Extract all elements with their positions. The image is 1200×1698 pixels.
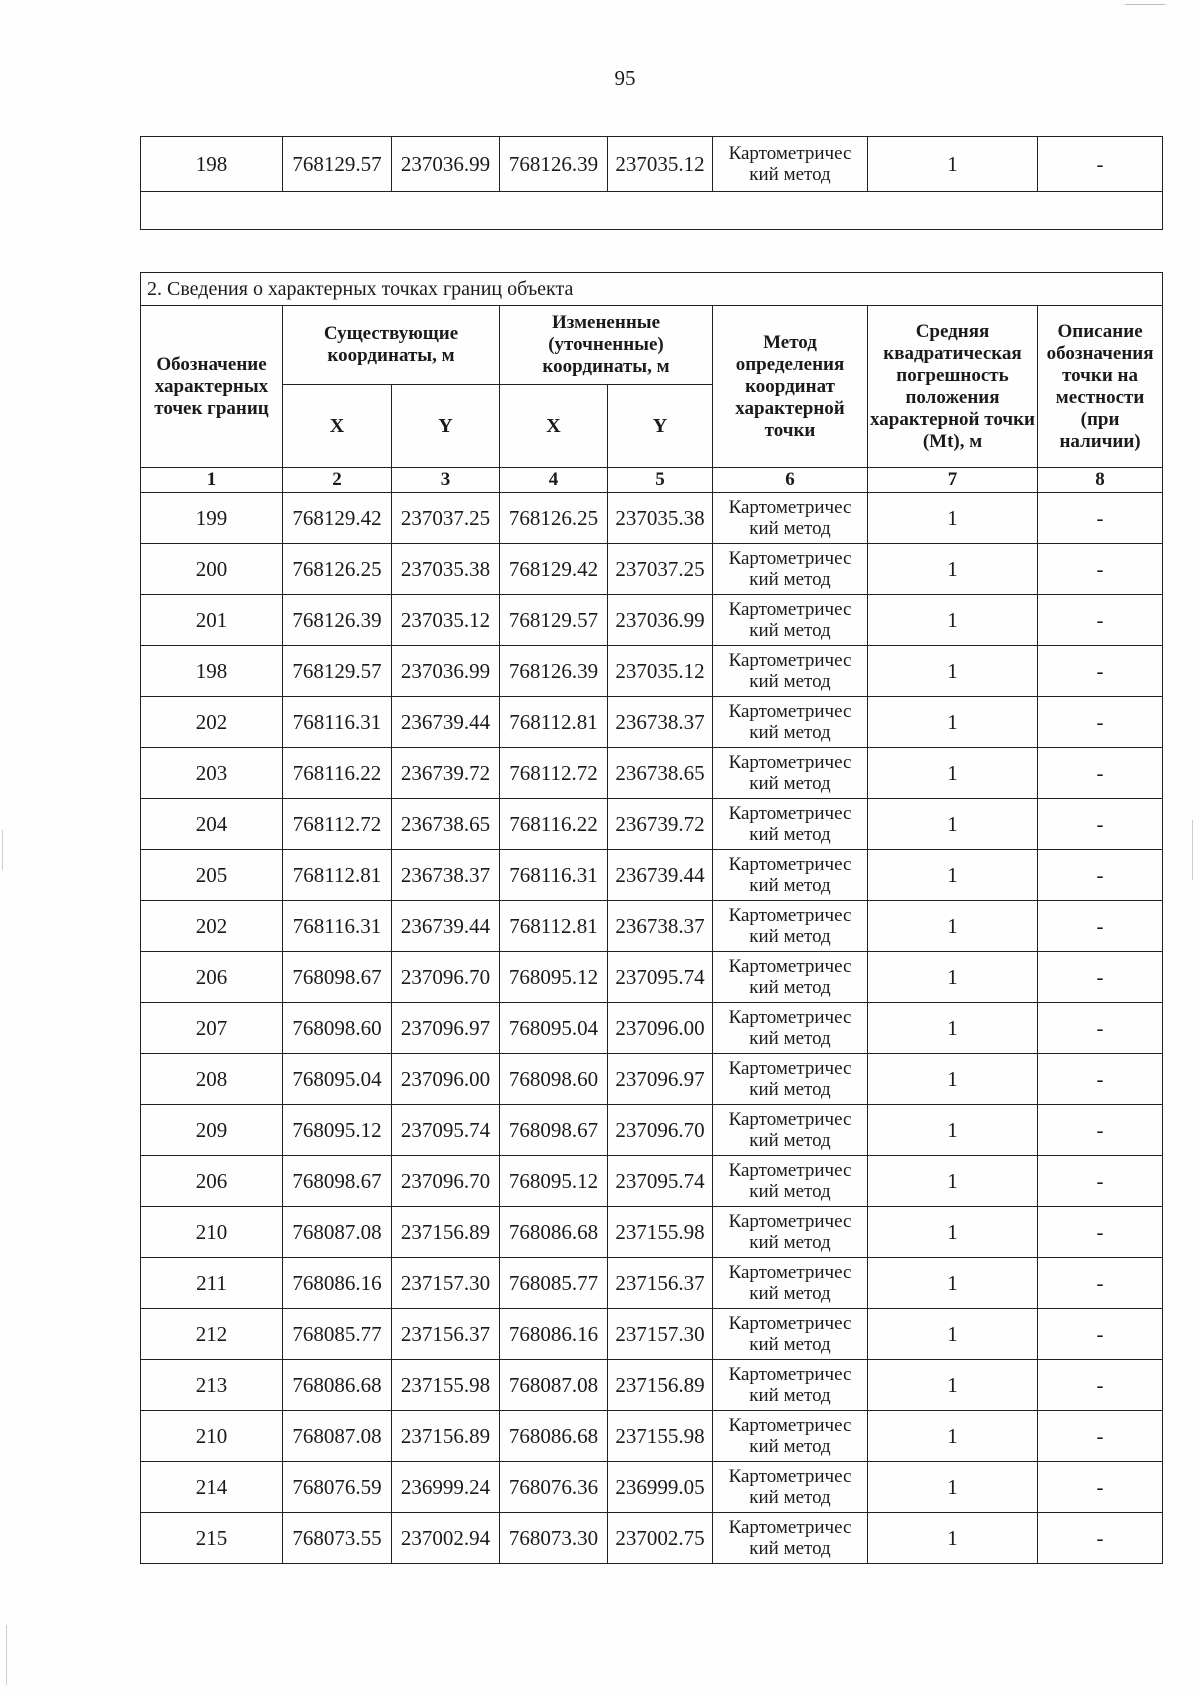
point-cell: 206	[141, 1156, 283, 1207]
y-old-cell: 237096.70	[392, 1156, 500, 1207]
method-line2: кий метод	[749, 1538, 831, 1559]
x-old-cell: 768095.12	[283, 1105, 392, 1156]
y-old-cell: 237036.99	[392, 137, 500, 192]
x-old-cell: 768087.08	[283, 1411, 392, 1462]
method-line1: Картометричес	[728, 1313, 852, 1334]
method-line2: кий метод	[749, 620, 831, 641]
description-cell: -	[1038, 493, 1163, 544]
x-new-cell: 768073.30	[500, 1513, 608, 1564]
scan-artifact	[2, 830, 3, 870]
method-line2: кий метод	[749, 569, 831, 590]
x-new-cell: 768095.12	[500, 952, 608, 1003]
column-number: 4	[500, 468, 608, 493]
method-line2: кий метод	[749, 824, 831, 845]
y-new-cell: 237035.12	[608, 137, 713, 192]
table-row	[141, 1258, 1163, 1309]
point-cell: 200	[141, 544, 283, 595]
description-cell: -	[1038, 1105, 1163, 1156]
y-old-cell: 237157.30	[392, 1258, 500, 1309]
x-old-cell: 768085.77	[283, 1309, 392, 1360]
point-cell: 204	[141, 799, 283, 850]
column-number: 8	[1038, 468, 1163, 493]
y-old-cell: 237035.38	[392, 544, 500, 595]
header-changed: Измененные (уточненные) координаты, м	[500, 306, 713, 385]
table-row	[141, 1411, 1163, 1462]
method-line1: Картометричес	[728, 1211, 852, 1232]
x-new-cell: 768112.81	[500, 901, 608, 952]
x-old-cell: 768086.16	[283, 1258, 392, 1309]
x-old-cell: 768098.67	[283, 952, 392, 1003]
method-cell	[713, 1156, 868, 1207]
x-old-cell: 768129.57	[283, 137, 392, 192]
y-new-cell: 237157.30	[608, 1309, 713, 1360]
scan-edge-line	[1125, 4, 1165, 5]
method-line1: Картометричес	[728, 1058, 852, 1079]
method-line2: кий метод	[749, 1436, 831, 1457]
y-old-cell: 236738.65	[392, 799, 500, 850]
x-new-cell: 768095.04	[500, 1003, 608, 1054]
error-cell: 1	[868, 137, 1038, 192]
method-cell	[713, 850, 868, 901]
method-line1: Картометричес	[728, 854, 852, 875]
method-line2: кий метод	[749, 1130, 831, 1151]
method-line2: кий метод	[749, 164, 831, 185]
x-old-cell: 768126.25	[283, 544, 392, 595]
table-row	[141, 697, 1163, 748]
description-cell: -	[1038, 1513, 1163, 1564]
scan-artifact	[6, 1625, 7, 1685]
table-row	[141, 544, 1163, 595]
point-cell: 199	[141, 493, 283, 544]
x-old-cell: 768126.39	[283, 595, 392, 646]
method-cell	[713, 1207, 868, 1258]
y-new-cell: 237095.74	[608, 952, 713, 1003]
column-number: 6	[713, 468, 868, 493]
y-old-cell: 237156.89	[392, 1207, 500, 1258]
error-cell: 1	[868, 493, 1038, 544]
column-number: 3	[392, 468, 500, 493]
table-row	[141, 1156, 1163, 1207]
table-row	[141, 595, 1163, 646]
table-row	[141, 952, 1163, 1003]
error-cell: 1	[868, 595, 1038, 646]
y-old-cell: 237037.25	[392, 493, 500, 544]
point-cell: 208	[141, 1054, 283, 1105]
point-cell: 211	[141, 1258, 283, 1309]
point-cell: 202	[141, 697, 283, 748]
x-old-cell: 768116.31	[283, 901, 392, 952]
x-new-cell: 768112.72	[500, 748, 608, 799]
y-old-cell: 237096.97	[392, 1003, 500, 1054]
method-cell	[713, 1054, 868, 1105]
error-cell: 1	[868, 901, 1038, 952]
method-cell	[713, 544, 868, 595]
point-cell: 215	[141, 1513, 283, 1564]
x-new-cell: 768098.60	[500, 1054, 608, 1105]
table-row	[141, 493, 1163, 544]
description-cell: -	[1038, 1462, 1163, 1513]
method-line1: Картометричес	[728, 803, 852, 824]
point-cell: 202	[141, 901, 283, 952]
y-new-cell: 237002.75	[608, 1513, 713, 1564]
x-new-cell: 768086.68	[500, 1207, 608, 1258]
y-new-cell: 236738.37	[608, 901, 713, 952]
description-cell: -	[1038, 1156, 1163, 1207]
x-old-cell: 768112.72	[283, 799, 392, 850]
error-cell: 1	[868, 1156, 1038, 1207]
y-old-cell: 236739.72	[392, 748, 500, 799]
point-cell: 198	[141, 137, 283, 192]
x-new-cell: 768095.12	[500, 1156, 608, 1207]
method-line1: Картометричес	[728, 1364, 852, 1385]
y-new-cell: 236739.72	[608, 799, 713, 850]
y-new-cell: 236999.05	[608, 1462, 713, 1513]
x-old-cell: 768098.60	[283, 1003, 392, 1054]
y-old-cell: 237035.12	[392, 595, 500, 646]
scan-artifact	[1192, 820, 1193, 880]
method-line1: Картометричес	[728, 1160, 852, 1181]
method-line1: Картометричес	[728, 1415, 852, 1436]
y-old-cell: 237155.98	[392, 1360, 500, 1411]
x-new-cell: 768086.16	[500, 1309, 608, 1360]
header-existing: Существующие координаты, м	[283, 306, 500, 385]
point-cell: 198	[141, 646, 283, 697]
x-old-cell: 768073.55	[283, 1513, 392, 1564]
point-cell: 210	[141, 1207, 283, 1258]
y-new-cell: 236738.65	[608, 748, 713, 799]
y-old-cell: 236739.44	[392, 901, 500, 952]
description-cell: -	[1038, 544, 1163, 595]
x-old-cell: 768112.81	[283, 850, 392, 901]
header-y-changed: Y	[608, 385, 713, 468]
y-old-cell: 236739.44	[392, 697, 500, 748]
error-cell: 1	[868, 1360, 1038, 1411]
method-line1: Картометричес	[728, 497, 852, 518]
header-description: Описание обозначения точки на местности (при наличии)	[1038, 306, 1163, 468]
method-line2: кий метод	[749, 926, 831, 947]
description-cell: -	[1038, 697, 1163, 748]
method-cell	[713, 952, 868, 1003]
x-old-cell: 768129.57	[283, 646, 392, 697]
x-new-cell: 768076.36	[500, 1462, 608, 1513]
error-cell: 1	[868, 799, 1038, 850]
method-line2: кий метод	[749, 1487, 831, 1508]
table-row	[141, 1003, 1163, 1054]
method-line2: кий метод	[749, 722, 831, 743]
method-line2: кий метод	[749, 671, 831, 692]
error-cell: 1	[868, 1462, 1038, 1513]
method-cell	[713, 493, 868, 544]
description-cell: -	[1038, 952, 1163, 1003]
header-error: Средняя квадратическая погрешность положения характерной точки (Mt), м	[868, 306, 1038, 468]
y-old-cell: 237002.94	[392, 1513, 500, 1564]
y-old-cell: 237036.99	[392, 646, 500, 697]
x-old-cell: 768086.68	[283, 1360, 392, 1411]
x-new-cell: 768112.81	[500, 697, 608, 748]
method-cell	[713, 1411, 868, 1462]
x-old-cell: 768116.22	[283, 748, 392, 799]
method-line2: кий метод	[749, 1181, 831, 1202]
x-new-cell: 768126.39	[500, 646, 608, 697]
y-old-cell: 236999.24	[392, 1462, 500, 1513]
x-new-cell: 768087.08	[500, 1360, 608, 1411]
y-new-cell: 237155.98	[608, 1207, 713, 1258]
point-cell: 209	[141, 1105, 283, 1156]
x-new-cell: 768098.67	[500, 1105, 608, 1156]
method-cell	[713, 799, 868, 850]
error-cell: 1	[868, 1411, 1038, 1462]
continued-table	[140, 136, 1163, 230]
description-cell: -	[1038, 748, 1163, 799]
description-cell: -	[1038, 799, 1163, 850]
header-designation: Обозначение характерных точек границ	[141, 306, 283, 468]
y-new-cell: 237035.38	[608, 493, 713, 544]
description-cell: -	[1038, 137, 1163, 192]
table-row	[141, 1207, 1163, 1258]
method-line1: Картометричес	[728, 143, 852, 164]
method-cell	[713, 697, 868, 748]
y-new-cell: 237096.97	[608, 1054, 713, 1105]
y-old-cell: 237156.89	[392, 1411, 500, 1462]
y-old-cell: 236738.37	[392, 850, 500, 901]
y-old-cell: 237096.70	[392, 952, 500, 1003]
method-cell	[713, 646, 868, 697]
method-cell	[713, 1513, 868, 1564]
method-line2: кий метод	[749, 1028, 831, 1049]
table-row	[141, 748, 1163, 799]
method-cell	[713, 1258, 868, 1309]
point-cell: 206	[141, 952, 283, 1003]
point-cell: 205	[141, 850, 283, 901]
table-row	[141, 799, 1163, 850]
method-line1: Картометричес	[728, 599, 852, 620]
method-cell	[713, 1003, 868, 1054]
y-new-cell: 237155.98	[608, 1411, 713, 1462]
method-line1: Картометричес	[728, 956, 852, 977]
x-old-cell: 768129.42	[283, 493, 392, 544]
method-line2: кий метод	[749, 1283, 831, 1304]
y-new-cell: 237156.89	[608, 1360, 713, 1411]
method-line1: Картометричес	[728, 701, 852, 722]
method-line1: Картометричес	[728, 650, 852, 671]
y-new-cell: 237036.99	[608, 595, 713, 646]
header-x-existing: X	[283, 385, 392, 468]
error-cell: 1	[868, 1309, 1038, 1360]
description-cell: -	[1038, 1207, 1163, 1258]
x-old-cell: 768098.67	[283, 1156, 392, 1207]
method-line1: Картометричес	[728, 548, 852, 569]
x-old-cell: 768076.59	[283, 1462, 392, 1513]
method-line1: Картометричес	[728, 1466, 852, 1487]
error-cell: 1	[868, 1054, 1038, 1105]
method-line1: Картометричес	[728, 905, 852, 926]
y-new-cell: 236738.37	[608, 697, 713, 748]
header-x-changed: X	[500, 385, 608, 468]
table-row	[141, 1309, 1163, 1360]
table-row	[141, 1360, 1163, 1411]
column-number: 5	[608, 468, 713, 493]
table-row	[141, 646, 1163, 697]
x-old-cell: 768087.08	[283, 1207, 392, 1258]
x-old-cell: 768095.04	[283, 1054, 392, 1105]
error-cell: 1	[868, 1105, 1038, 1156]
description-cell: -	[1038, 850, 1163, 901]
method-line1: Картометричес	[728, 752, 852, 773]
x-new-cell: 768116.22	[500, 799, 608, 850]
x-new-cell: 768126.25	[500, 493, 608, 544]
description-cell: -	[1038, 901, 1163, 952]
method-cell	[713, 595, 868, 646]
error-cell: 1	[868, 1207, 1038, 1258]
description-cell: -	[1038, 1054, 1163, 1105]
method-line2: кий метод	[749, 518, 831, 539]
method-line2: кий метод	[749, 1232, 831, 1253]
y-old-cell: 237095.74	[392, 1105, 500, 1156]
point-cell: 201	[141, 595, 283, 646]
method-line1: Картометричес	[728, 1007, 852, 1028]
table-row	[141, 1054, 1163, 1105]
error-cell: 1	[868, 697, 1038, 748]
method-line2: кий метод	[749, 1079, 831, 1100]
method-line1: Картометричес	[728, 1262, 852, 1283]
table-row	[141, 901, 1163, 952]
table-body	[141, 493, 1163, 1564]
method-cell	[713, 1309, 868, 1360]
error-cell: 1	[868, 748, 1038, 799]
error-cell: 1	[868, 850, 1038, 901]
method-line1: Картометричес	[728, 1109, 852, 1130]
y-new-cell: 236739.44	[608, 850, 713, 901]
y-old-cell: 237096.00	[392, 1054, 500, 1105]
x-new-cell: 768129.42	[500, 544, 608, 595]
section-title: 2. Сведения о характерных точках границ объекта	[141, 273, 1163, 306]
x-new-cell: 768086.68	[500, 1411, 608, 1462]
error-cell: 1	[868, 1258, 1038, 1309]
point-cell: 203	[141, 748, 283, 799]
error-cell: 1	[868, 544, 1038, 595]
empty-cell	[141, 192, 1163, 230]
description-cell: -	[1038, 595, 1163, 646]
y-old-cell: 237156.37	[392, 1309, 500, 1360]
description-cell: -	[1038, 646, 1163, 697]
table-row	[141, 1105, 1163, 1156]
table-row	[141, 1462, 1163, 1513]
method-line2: кий метод	[749, 875, 831, 896]
method-line2: кий метод	[749, 773, 831, 794]
error-cell: 1	[868, 1003, 1038, 1054]
y-new-cell: 237037.25	[608, 544, 713, 595]
description-cell: -	[1038, 1309, 1163, 1360]
column-number: 1	[141, 468, 283, 493]
description-cell: -	[1038, 1258, 1163, 1309]
table-row	[141, 137, 1163, 192]
x-new-cell: 768085.77	[500, 1258, 608, 1309]
method-cell	[713, 1462, 868, 1513]
error-cell: 1	[868, 952, 1038, 1003]
method-cell	[713, 901, 868, 952]
error-cell: 1	[868, 646, 1038, 697]
header-method: Метод определения координат характерной точки	[713, 306, 868, 468]
method-line2: кий метод	[749, 1334, 831, 1355]
description-cell: -	[1038, 1411, 1163, 1462]
method-line2: кий метод	[749, 1385, 831, 1406]
y-new-cell: 237156.37	[608, 1258, 713, 1309]
x-new-cell: 768116.31	[500, 850, 608, 901]
point-cell: 214	[141, 1462, 283, 1513]
method-line2: кий метод	[749, 977, 831, 998]
point-cell: 207	[141, 1003, 283, 1054]
y-new-cell: 237095.74	[608, 1156, 713, 1207]
method-cell	[713, 1105, 868, 1156]
table-row	[141, 850, 1163, 901]
empty-row	[141, 192, 1163, 230]
table-row	[141, 1513, 1163, 1564]
point-cell: 213	[141, 1360, 283, 1411]
page-number: 95	[614, 66, 636, 90]
header-y-existing: Y	[392, 385, 500, 468]
x-new-cell: 768129.57	[500, 595, 608, 646]
y-new-cell: 237035.12	[608, 646, 713, 697]
description-cell: -	[1038, 1003, 1163, 1054]
x-old-cell: 768116.31	[283, 697, 392, 748]
point-cell: 212	[141, 1309, 283, 1360]
boundary-points-table	[140, 272, 1163, 1564]
error-cell: 1	[868, 1513, 1038, 1564]
method-cell	[713, 748, 868, 799]
method-cell	[713, 137, 868, 192]
method-line1: Картометричес	[728, 1517, 852, 1538]
x-new-cell: 768126.39	[500, 137, 608, 192]
column-number: 7	[868, 468, 1038, 493]
method-cell	[713, 1360, 868, 1411]
description-cell: -	[1038, 1360, 1163, 1411]
y-new-cell: 237096.00	[608, 1003, 713, 1054]
point-cell: 210	[141, 1411, 283, 1462]
column-number: 2	[283, 468, 392, 493]
y-new-cell: 237096.70	[608, 1105, 713, 1156]
